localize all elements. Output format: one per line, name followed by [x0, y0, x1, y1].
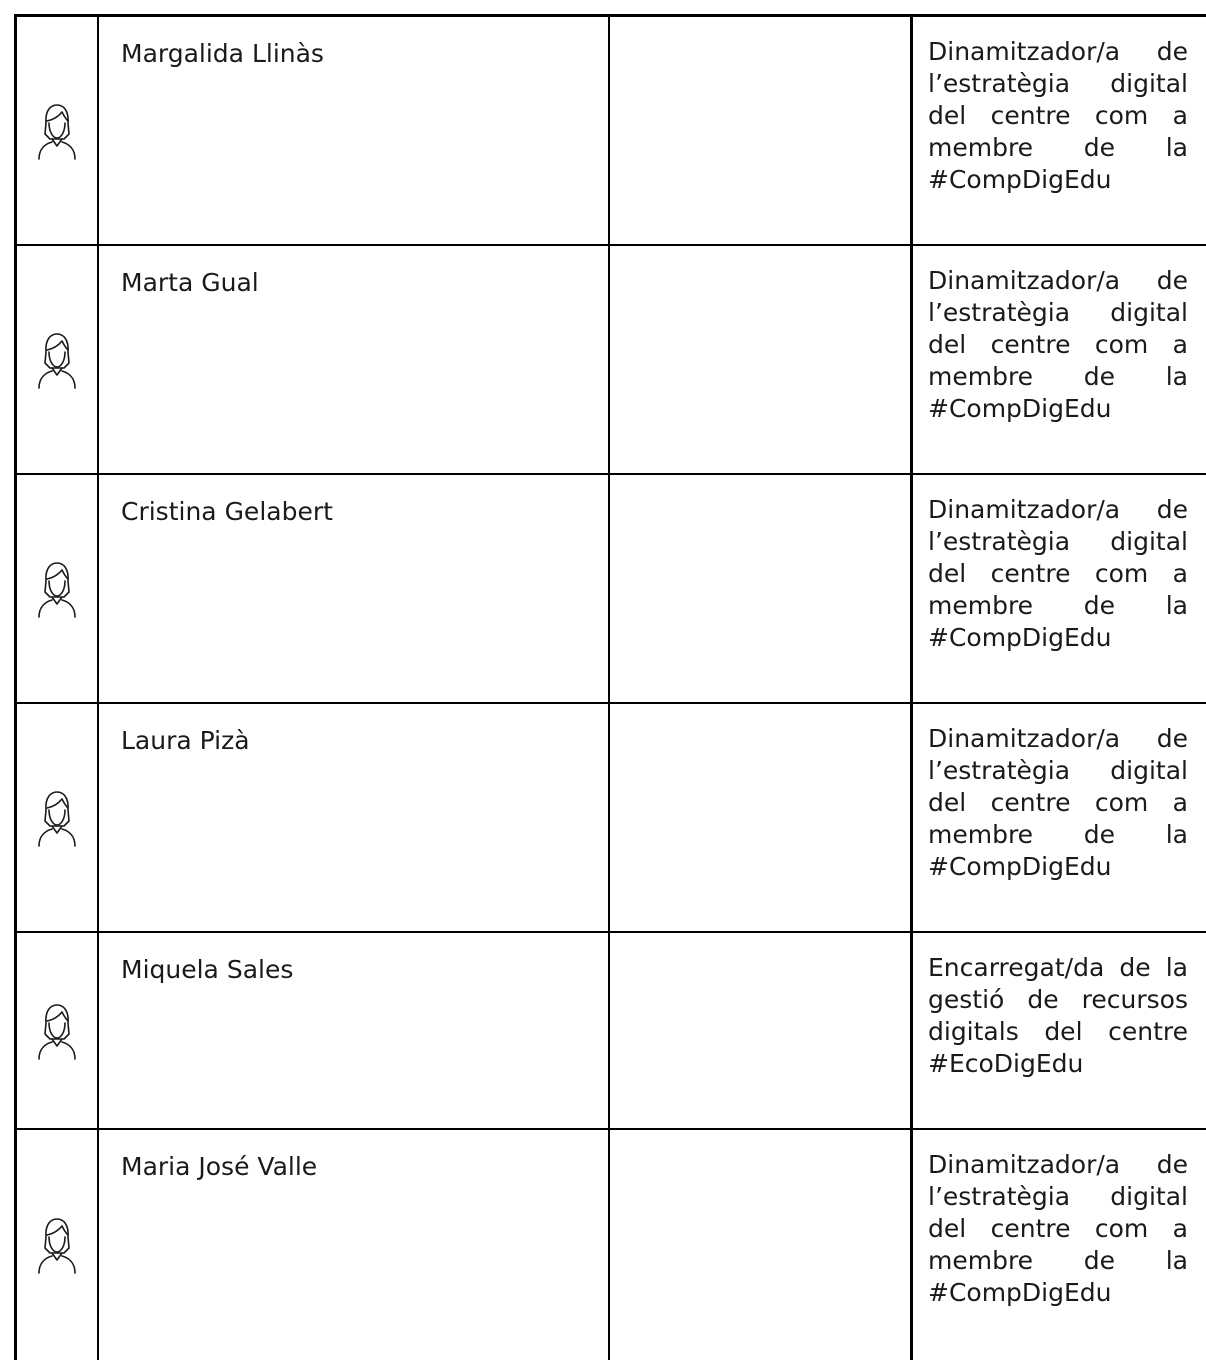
role-cell [913, 246, 1206, 473]
person-name: Maria José Valle [121, 1152, 318, 1181]
person-name: Laura Pizà [121, 726, 250, 755]
table-row [17, 704, 1206, 933]
table-row [17, 475, 1206, 704]
role-description: Dinamitzador/a de l’estratègia digital del centre com a membre de la #CompDigEdu [928, 1150, 1188, 1307]
empty-cell [610, 704, 913, 931]
role-cell [913, 1130, 1206, 1360]
woman-avatar-icon [35, 559, 79, 619]
person-name: Marta Gual [121, 268, 259, 297]
role-description: Dinamitzador/a de l’estratègia digital del centre com a membre de la #CompDigEdu [928, 495, 1188, 652]
staff-table [14, 14, 1206, 1360]
woman-avatar-icon [35, 788, 79, 848]
woman-avatar-icon [35, 1001, 79, 1061]
role-description: Dinamitzador/a de l’estratègia digital del centre com a membre de la #CompDigEdu [928, 724, 1188, 881]
woman-avatar-icon [35, 1215, 79, 1275]
role-description: Dinamitzador/a de l’estratègia digital del centre com a membre de la #CompDigEdu [928, 37, 1188, 194]
avatar-cell [17, 17, 99, 244]
table-row [17, 1130, 1206, 1360]
woman-avatar-icon [35, 101, 79, 161]
table-row [17, 17, 1206, 246]
avatar-cell [17, 475, 99, 702]
role-cell [913, 475, 1206, 702]
empty-cell [610, 1130, 913, 1360]
person-name: Cristina Gelabert [121, 497, 333, 526]
role-cell [913, 704, 1206, 931]
name-cell [99, 933, 610, 1128]
empty-cell [610, 475, 913, 702]
name-cell [99, 704, 610, 931]
avatar-cell [17, 1130, 99, 1360]
avatar-cell [17, 933, 99, 1128]
role-cell [913, 17, 1206, 244]
name-cell [99, 1130, 610, 1360]
role-description: Encarregat/da de la gestió de recursos digitals del centre #EcoDigEdu [928, 953, 1188, 1078]
name-cell [99, 475, 610, 702]
role-description: Dinamitzador/a de l’estratègia digital del centre com a membre de la #CompDigEdu [928, 266, 1188, 423]
woman-avatar-icon [35, 330, 79, 390]
name-cell [99, 246, 610, 473]
avatar-cell [17, 704, 99, 931]
role-cell [913, 933, 1206, 1128]
person-name: Margalida Llinàs [121, 39, 324, 68]
person-name: Miquela Sales [121, 955, 294, 984]
empty-cell [610, 17, 913, 244]
name-cell [99, 17, 610, 244]
empty-cell [610, 933, 913, 1128]
empty-cell [610, 246, 913, 473]
avatar-cell [17, 246, 99, 473]
table-row [17, 246, 1206, 475]
table-row [17, 933, 1206, 1130]
